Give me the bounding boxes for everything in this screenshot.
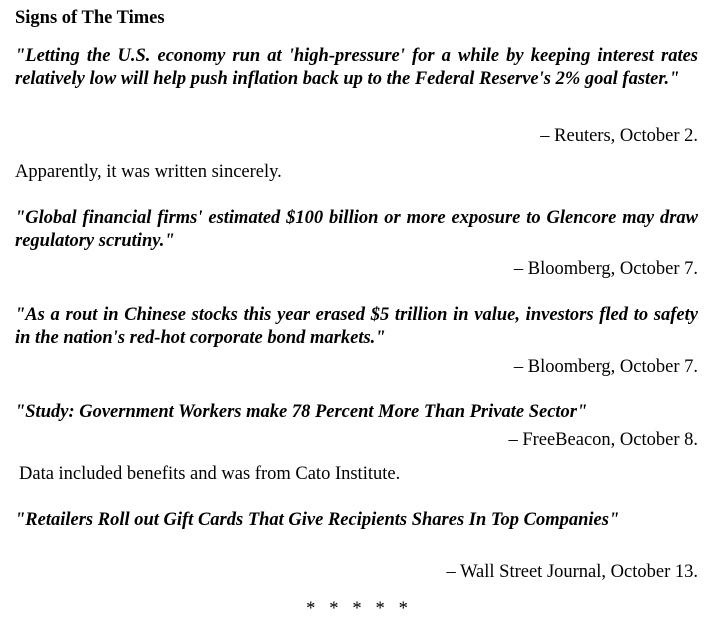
quote-reuters-high-pressure: "Letting the U.S. economy run at 'high-pressure' for a while by keeping interest rates relatively low will help push inflation back up to the Federal Reserve's 2% goal faster." — [15, 46, 698, 89]
section-separator-stars: * * * * * — [306, 599, 408, 619]
quote-bloomberg-glencore: "Global financial firms' estimated $100 billion or more exposure to Glencore may draw regulatory scrutiny." — [15, 208, 698, 251]
attribution-wsj: – Wall Street Journal, October 13. — [446, 562, 698, 582]
attribution-bloomberg-1: – Bloomberg, October 7. — [513, 259, 698, 279]
attribution-reuters: – Reuters, October 2. — [540, 126, 698, 146]
note-cato-institute: Data included benefits and was from Cato Institute. — [19, 464, 401, 484]
quote-bloomberg-chinese-stocks: "As a rout in Chinese stocks this year erased $5 trillion in value, investors fled to safety in the nation's red-hot corporate bond markets." — [15, 305, 698, 348]
attribution-freebeacon: – FreeBeacon, October 8. — [508, 430, 698, 450]
quote-freebeacon-study: "Study: Government Workers make 78 Percent More Than Private Sector" — [15, 402, 588, 422]
quote-wsj-gift-cards: "Retailers Roll out Gift Cards That Give Recipients Shares In Top Companies" — [15, 510, 620, 530]
page-title: Signs of The Times — [15, 8, 165, 28]
note-written-sincerely: Apparently, it was written sincerely. — [15, 162, 282, 182]
attribution-bloomberg-2: – Bloomberg, October 7. — [513, 357, 698, 377]
